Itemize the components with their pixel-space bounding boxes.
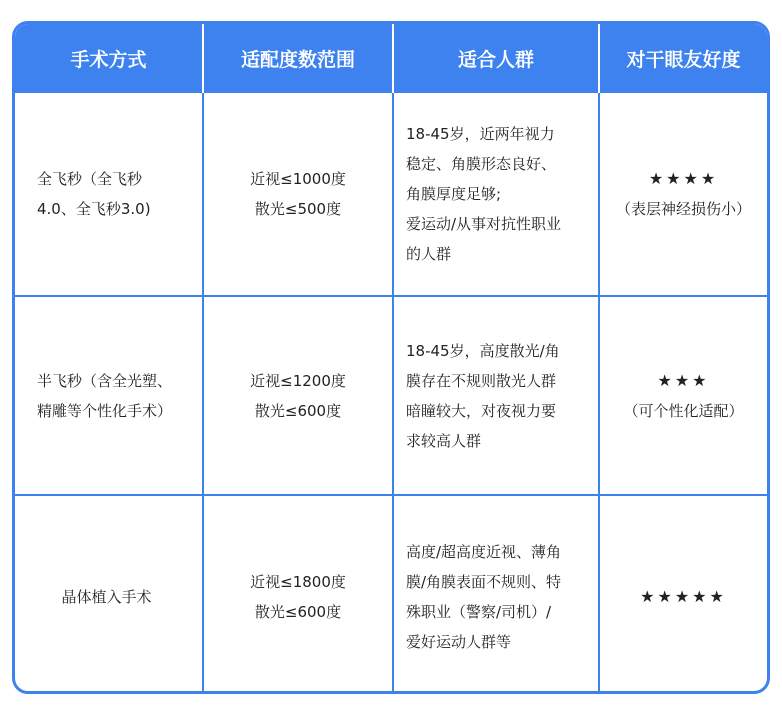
method-text: 晶体植入手术 xyxy=(61,587,152,606)
comparison-table xyxy=(15,24,767,694)
star-rating: ★★★ xyxy=(657,370,710,390)
people-text: 稳定、角膜形态良好、 xyxy=(406,155,557,173)
people-text: 求较高人群 xyxy=(406,431,482,450)
method-text: 半飞秒（含全光塑、 xyxy=(37,371,173,390)
astigmatism-range: 散光≤600度 xyxy=(254,602,342,621)
myopia-range: 近视≤1000度 xyxy=(250,170,346,188)
method-text: 全飞秒（全飞秒 xyxy=(37,170,143,188)
astigmatism-range: 散光≤600度 xyxy=(254,401,342,420)
people-cell xyxy=(393,495,599,694)
people-text: 膜存在不规则散光人群 xyxy=(406,371,557,390)
range-cell xyxy=(203,495,393,694)
people-text: 角膜厚度足够; xyxy=(406,185,502,203)
rating-cell xyxy=(599,495,767,694)
star-rating: ★★★★★ xyxy=(640,586,727,606)
header-people: 适合人群 xyxy=(393,24,599,93)
method-cell xyxy=(15,495,203,694)
table-row-femto-lasik xyxy=(15,296,767,495)
table-row-smile xyxy=(15,93,767,296)
people-text: 高度/超高度近视、薄角 xyxy=(406,542,562,561)
myopia-range: 近视≤1800度 xyxy=(250,572,346,591)
people-text: 18-45岁，近两年视力 xyxy=(406,125,555,143)
people-cell xyxy=(393,296,599,495)
rating-note: （表层神经损伤小） xyxy=(615,200,751,218)
rating-cell xyxy=(599,93,767,296)
people-text: 爱运动/从事对抗性职业 xyxy=(406,215,562,233)
method-cell xyxy=(15,296,203,495)
header-range: 适配度数范围 xyxy=(203,24,393,93)
header-method: 手术方式 xyxy=(15,24,203,93)
header-dry-eye-friendliness: 对干眼友好度 xyxy=(599,24,767,93)
range-cell xyxy=(203,296,393,495)
method-text: 4.0、全飞秒3.0) xyxy=(37,200,151,218)
star-rating: ★★★★ xyxy=(648,169,719,188)
header-row xyxy=(15,24,767,93)
astigmatism-range: 散光≤500度 xyxy=(254,200,342,218)
range-cell xyxy=(203,93,393,296)
method-cell xyxy=(15,93,203,296)
people-text: 膜/角膜表面不规则、特 xyxy=(406,572,562,591)
rating-cell xyxy=(599,296,767,495)
people-text: 18-45岁，高度散光/角 xyxy=(406,341,560,360)
method-text: 精雕等个性化手术） xyxy=(37,401,173,420)
people-text: 暗瞳较大，对夜视力要 xyxy=(406,401,557,420)
surgery-comparison-table xyxy=(12,21,770,694)
myopia-range: 近视≤1200度 xyxy=(250,371,346,390)
table-row-icl xyxy=(15,495,767,694)
people-text: 的人群 xyxy=(406,245,452,263)
people-cell xyxy=(393,93,599,296)
people-text: 爱好运动人群等 xyxy=(406,632,512,651)
rating-note: （可个性化适配） xyxy=(623,401,744,420)
people-text: 殊职业（警察/司机）/ xyxy=(406,602,552,621)
